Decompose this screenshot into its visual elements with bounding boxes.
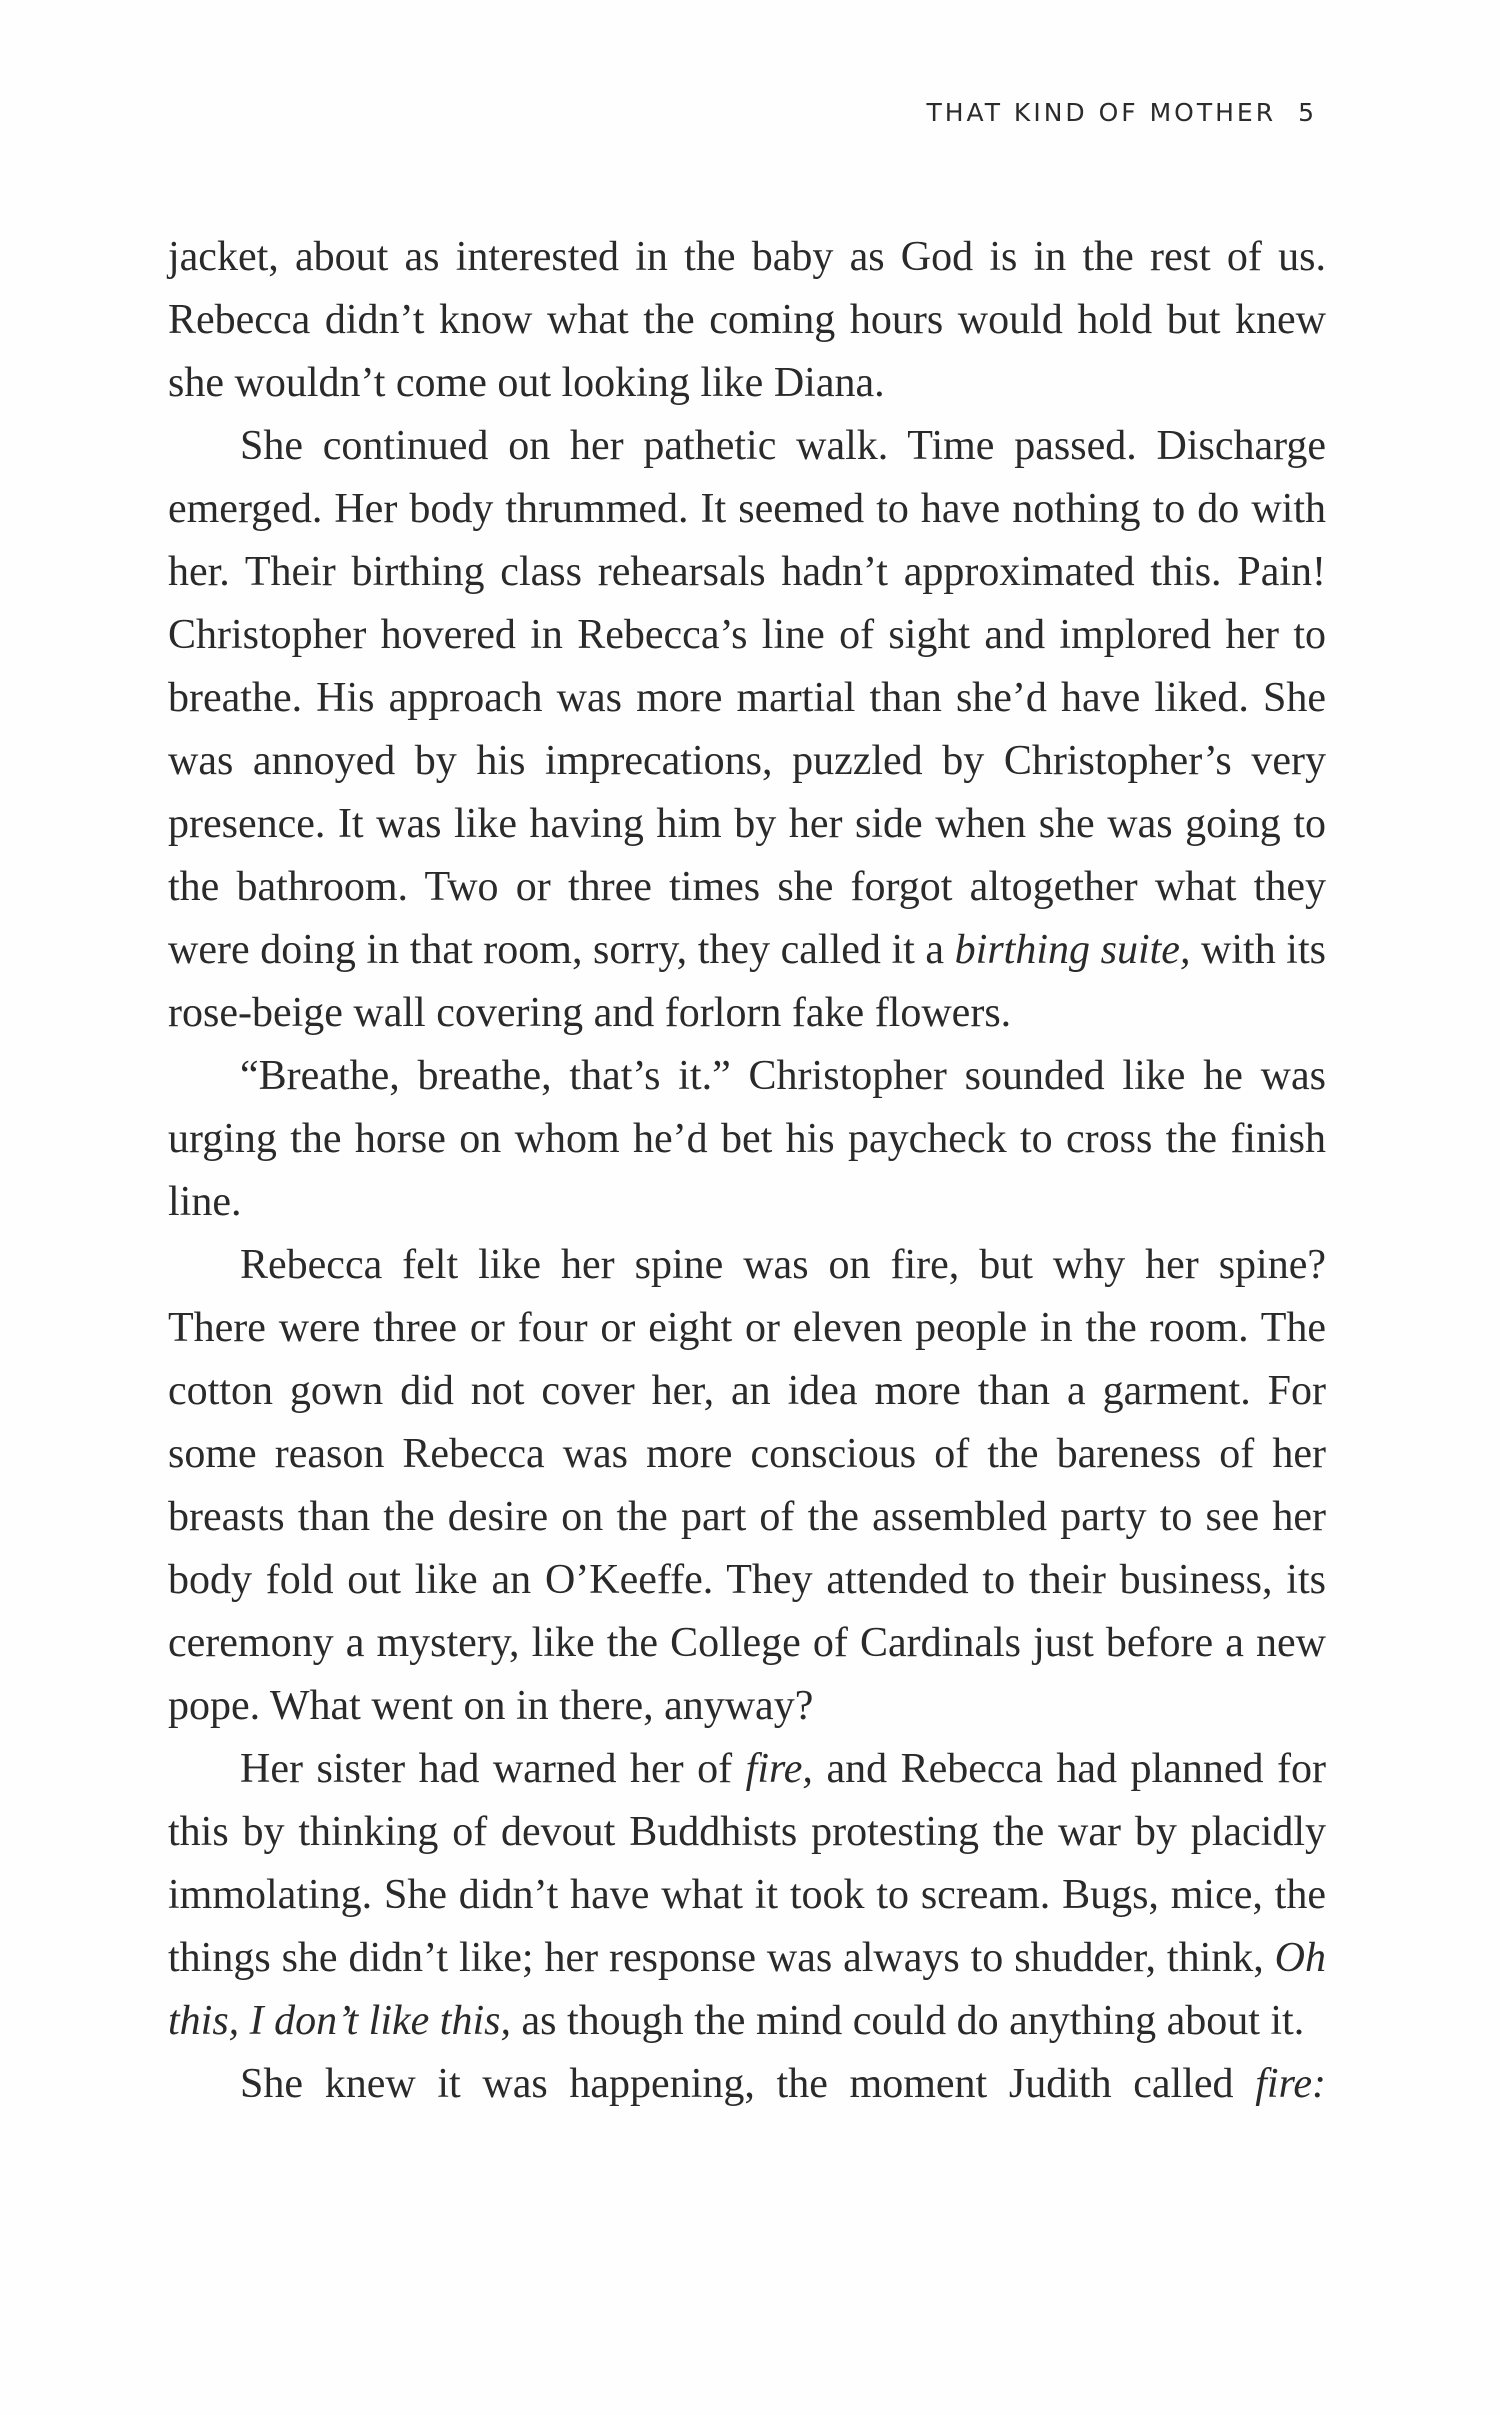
paragraph-6-text: She knew it was happening, the moment Judith called <box>240 2061 1256 2107</box>
paragraph-2-italic: birthing suite, <box>954 927 1191 973</box>
paragraph-3 <box>168 1045 1326 1234</box>
paragraph-2 <box>168 415 1326 1045</box>
paragraph-2-text-after: with its rose-beige wall covering and forlorn fake flowers. <box>168 927 1326 1036</box>
paragraph-5-italic-2: Oh this, I don’t like this, <box>168 1935 1326 2044</box>
paragraph-5-italic: fire, <box>745 1746 813 1792</box>
paragraph-5-text-after: and Rebecca had planned for this by thinking of devout Buddhists protesting the war by placidly immolating. She didn’t have what it took to scream. Bugs, mice, the things she didn’t like; her response was always to shudder, think, <box>168 1746 1326 1981</box>
paragraph-5 <box>168 1738 1326 2053</box>
paragraph-6-italic: fire: <box>1255 2061 1326 2107</box>
paragraph-1-text: jacket, about as interested in the baby as God is in the rest of us. Rebecca didn’t know what the coming hours would hold but knew she wouldn’t come out looking like Diana. <box>168 234 1326 406</box>
running-head <box>926 98 1314 127</box>
paragraph-5-text: Her sister had warned her of <box>240 1746 746 1792</box>
page-number: 5 <box>1298 98 1314 127</box>
body-text <box>168 226 1326 2116</box>
paragraph-2-text: She continued on her pathetic walk. Time passed. Discharge emerged. Her body thrummed. It seemed to have nothing to do with her. Their birthing class rehearsals hadn’t approximated this. Pain! Christopher hovered in Rebecca’s line of sight and implored her to breathe. His approach was more martial than she’d have liked. She was annoyed by his imprecations, puzzled by Christopher’s very presence. It was like having him by her side when she was going to the bathroom. Two or three times she forgot altogether what they were doing in that room, sorry, they called it a <box>168 423 1326 973</box>
paragraph-4-text: Rebecca felt like her spine was on fire, but why her spine? There were three or four or eight or eleven people in the room. The cotton gown did not cover her, an idea more than a garment. For some reason Rebecca was more conscious of the bareness of her breasts than the desire on the part of the assembled party to see her body fold out like an O’Keeffe. They attended to their business, its ceremony a mystery, like the College of Cardinals just before a new pope. What went on in there, anyway? <box>168 1242 1326 1729</box>
paragraph-6 <box>168 2053 1326 2116</box>
paragraph-5-text-after-2: as though the mind could do anything about it. <box>510 1998 1305 2044</box>
running-head-title: THAT KIND OF MOTHER <box>926 98 1277 127</box>
paragraph-3-text: “Breathe, breathe, that’s it.” Christopher sounded like he was urging the horse on whom he’d bet his paycheck to cross the finish line. <box>168 1053 1326 1225</box>
paragraph-1 <box>168 226 1326 415</box>
paragraph-4 <box>168 1234 1326 1738</box>
